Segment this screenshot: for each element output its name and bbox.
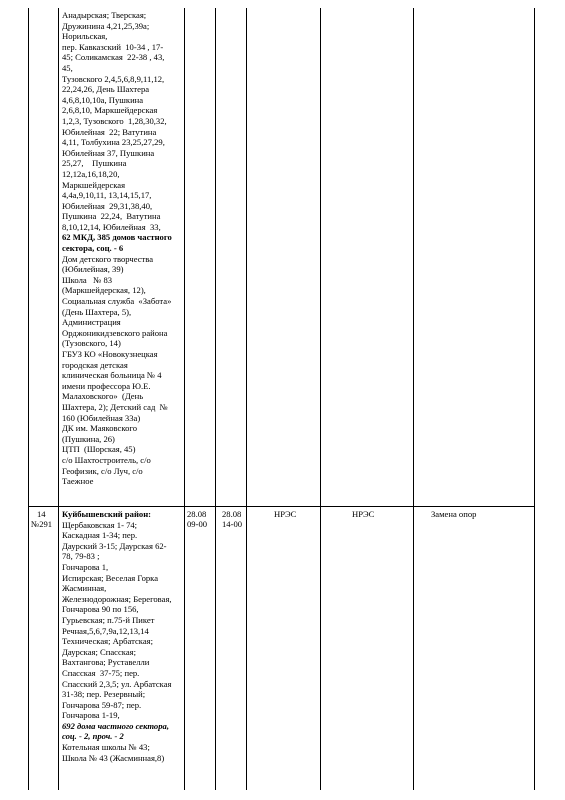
column-divider — [215, 8, 216, 790]
address-line: 160 (Юбилейная 33а) — [62, 412, 141, 423]
address-line: Речная,5,6,7,9а,12,13,14 — [62, 625, 149, 636]
address-line: Социальная служба «Забота» — [62, 296, 172, 307]
address-line: Геофизик, с/о Луч, с/о — [62, 465, 143, 476]
address-line: Дружинина 4,21,25,39а; — [62, 20, 150, 31]
address-line: 692 дома частного сектора, — [62, 720, 169, 731]
address-line: 12,12а,16,18,20, — [62, 168, 120, 179]
address-line: (Юбилейная, 39) — [62, 264, 124, 275]
row-divider — [28, 506, 535, 507]
address-line: (День Шахтера, 5), — [62, 306, 132, 317]
address-line: Тузовского 2,4,5,6,8,9,11,12, — [62, 73, 165, 84]
address-line: Спасская 37-75; пер. — [62, 667, 140, 678]
address-line: 22,24,26, День Шахтера — [62, 84, 150, 95]
table-border-left — [28, 8, 29, 790]
table-border-right — [534, 8, 535, 790]
address-line: ЦТП (Шорская, 45) — [62, 444, 136, 455]
address-line: Малаховского» (День — [62, 391, 144, 402]
address-line: Спасский 2,3,5; ул. Арбатская — [62, 678, 172, 689]
address-line: Юбилейная 22; Ватутина — [62, 126, 157, 137]
address-line: Даурский 3-15; Даурская 62- — [62, 540, 167, 551]
column-divider — [413, 8, 414, 790]
address-line: 62 МКД, 385 домов частного — [62, 232, 172, 243]
address-line: Испирская; Веселая Горка — [62, 572, 159, 583]
address-line: Котельная школы № 43; — [62, 742, 150, 753]
address-line: городская детская — [62, 359, 128, 370]
column-divider — [246, 8, 247, 790]
address-line: 8,10,12,14, Юбилейная 33, — [62, 221, 161, 232]
address-line: 25,27, Пушкина — [62, 158, 127, 169]
address-line: Гончарова 90 по 156, — [62, 604, 139, 615]
row-14-end-time: 14-00 — [222, 519, 243, 529]
address-line: 31-38; пер. Резервный; — [62, 689, 146, 700]
address-line: 1,2,3, Тузовского 1,28,30,32, — [62, 115, 167, 126]
column-divider — [58, 8, 59, 790]
address-line: сектора, соц. - 6 — [62, 243, 124, 254]
address-line: Пушкина 22,24, Ватутина — [62, 211, 161, 222]
row-14-start-time: 09-00 — [187, 519, 208, 529]
row-14-end-date: 28.08 — [222, 509, 242, 519]
address-line: Таежное — [62, 476, 94, 487]
address-line: Гончарова 59-87; пер. — [62, 699, 142, 710]
address-line: клиническая больница № 4 — [62, 370, 162, 381]
address-line: (Пушкина, 26) — [62, 433, 115, 444]
address-line: 45; Соликамская 22-38 , 43, — [62, 52, 165, 63]
address-line: Гончарова 1, — [62, 561, 109, 572]
address-line: с/о Шахтостроитель, с/о — [62, 454, 151, 465]
address-line: Техническая; Арбатская; — [62, 636, 153, 647]
address-line: 78, 79-83 ; — [62, 551, 100, 562]
row-14-number: 14 — [37, 509, 46, 519]
address-line: Жасминная, — [62, 583, 107, 594]
address-line: ГБУЗ КО «Новокузнецкая — [62, 349, 158, 359]
address-line: Шахтера, 2); Детский сад № — [62, 401, 168, 412]
address-line: Маркшейдерская — [62, 179, 126, 190]
address-line: Орджоникидзевского района — [62, 327, 168, 338]
address-line: Юбилейная 29,31,38,40, — [62, 200, 153, 211]
address-line: Даурская; Спасская; — [62, 646, 136, 657]
row-14-organization: НРЭС — [274, 509, 297, 519]
address-line: Дом детского творчества — [62, 253, 154, 264]
row-13-address-list — [62, 10, 184, 487]
row-14-code: №291 — [31, 519, 53, 529]
address-line: ДК им. Маяковского — [62, 423, 137, 434]
address-line: Администрация — [62, 317, 121, 328]
address-line: имени профессора Ю.Е. — [62, 380, 151, 391]
address-line: соц. - 2, проч. - 2 — [62, 731, 124, 742]
address-line: Куйбышевский район: — [62, 509, 152, 519]
row-14-work-type: Замена опор — [431, 509, 477, 519]
address-line: (Маркшейдерская, 12), — [62, 285, 146, 296]
address-line: Школа № 43 (Жасминная,8) — [62, 752, 165, 763]
row-14-address-list — [62, 509, 184, 763]
column-divider — [320, 8, 321, 790]
address-line: Каскадная 1-34; пер. — [62, 530, 138, 541]
row-14-responsible-organization: НРЭС — [352, 509, 375, 519]
address-line: Железнодорожная; Береговая, — [62, 593, 172, 604]
address-line: 4,4а,9,10,11, 13,14,15,17, — [62, 190, 152, 201]
address-line: (Тузовского, 14) — [62, 338, 121, 349]
address-line: Гурьевская; п.75-й Пикет — [62, 614, 155, 625]
address-line: 45, — [62, 62, 73, 73]
row-14-start-date: 28.08 — [187, 509, 207, 519]
address-line: пер. Кавказский 10-34 , 17- — [62, 41, 164, 52]
address-line: 2,6,8,10, Маркшейдерская — [62, 105, 158, 116]
address-line: Школа № 83 — [62, 274, 113, 285]
address-line: Гончарова 1-19, — [62, 710, 120, 721]
address-line: Щербаковская 1- 74; — [62, 519, 138, 530]
column-divider — [184, 8, 185, 790]
address-line: Юбилейная 37, Пушкина — [62, 147, 155, 158]
address-line: Вахтангова; Руставелли — [62, 657, 150, 668]
address-line: 4,6,8,10,10а, Пушкина — [62, 94, 144, 105]
address-line: Анадырская; Тверская; — [62, 10, 147, 20]
address-line: 4,11, Толбухина 23,25,27,29, — [62, 137, 165, 148]
address-line: Норильская, — [62, 31, 108, 42]
